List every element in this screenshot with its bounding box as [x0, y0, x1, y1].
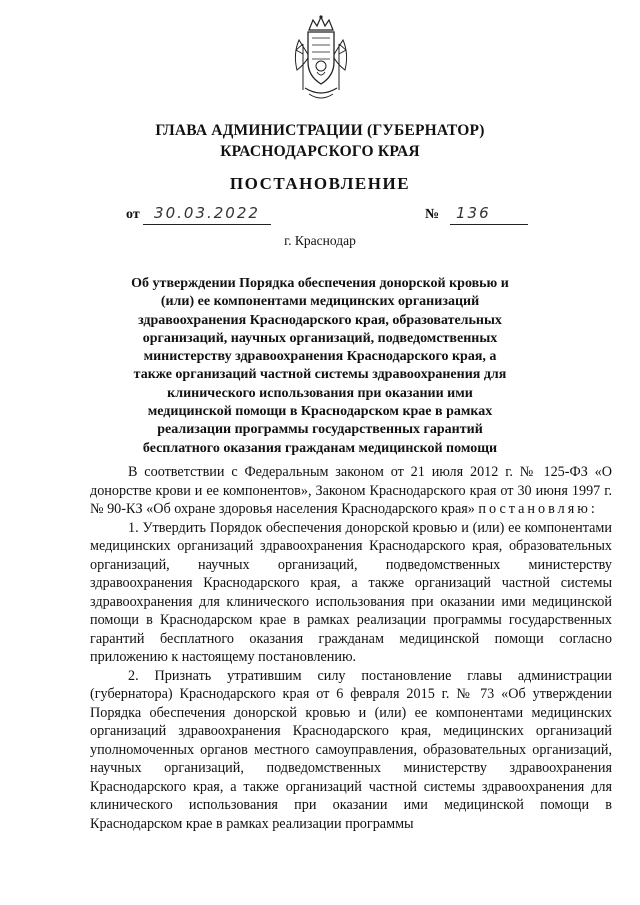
preamble-text: В соответствии с Федеральным законом от 21 июля 2012 г. № 125-ФЗ «О донорстве крови и ее компонентов», Законом Краснодарского края от 30 июня 1997 г. № 90-КЗ «Об охране здоровья населения Краснодарского края»: [90, 464, 612, 517]
issue-city: г. Краснодар: [284, 233, 356, 248]
issuing-authority: [0, 120, 640, 162]
date-number-row: [0, 205, 640, 229]
document-number: 136: [450, 205, 528, 225]
document-subject: Об утверждении Порядка обеспечения донорской кровью и (или) ее компонентами медицинских организаций здравоохранения Краснодарского края, образовательных организаций, научных организаций, подведомственных министерству здравоохранения Краснодарского края, а также организаций частной системы здравоохранения для клинического использования при оказании ими медицинской помощи в Краснодарском крае в рамках реализации программы государственных гарантий бесплатного оказания гражданам медицинской помощи: [131, 276, 509, 456]
decree-word: постановляю:: [478, 501, 598, 517]
item-1-paragraph: 1. Утвердить Порядок обеспечения донорской кровью и (или) ее компонентами медицинских организаций здравоохранения Краснодарского края, образовательных организаций, научных организаций, подведомственных министерству здравоохранения Краснодарского края, а также организаций частной системы здравоохранения для клинического использования при оказании ими медицинской помощи в Краснодарском крае в рамках реализации программы государственных гарантий бесплатного оказания гражданам медицинской помощи согласно приложению к настоящему постановлению.: [90, 519, 612, 665]
coat-of-arms-icon: [291, 14, 351, 106]
date-label: от: [126, 207, 140, 222]
item-2-paragraph: 2. Признать утратившим силу постановление главы администрации (губернатора) Краснодарского края от 6 февраля 2015 г. № 73 «Об утверждении Порядка обеспечения донорской кровью и (или) ее компонентами медицинских организаций здравоохранения Краснодарского края, медицинских организаций уполномоченных органов местного самоуправления, образовательных организаций, научных организаций, подведомственных министерству здравоохранения Краснодарского края, а также организаций частной системы здравоохранения для клинического использования при оказании ими медицинской помощи в Краснодарском крае в рамках реализации программы: [90, 667, 612, 832]
document-date: 30.03.2022: [143, 205, 271, 225]
authority-line-1: ГЛАВА АДМИНИСТРАЦИИ (ГУБЕРНАТОР): [155, 122, 485, 139]
authority-line-2: КРАСНОДАРСКОГО КРАЯ: [220, 143, 420, 160]
number-label: №: [425, 207, 440, 222]
preamble-paragraph: [90, 463, 612, 519]
document-type: ПОСТАНОВЛЕНИЕ: [229, 174, 411, 193]
document-body: [90, 463, 612, 833]
